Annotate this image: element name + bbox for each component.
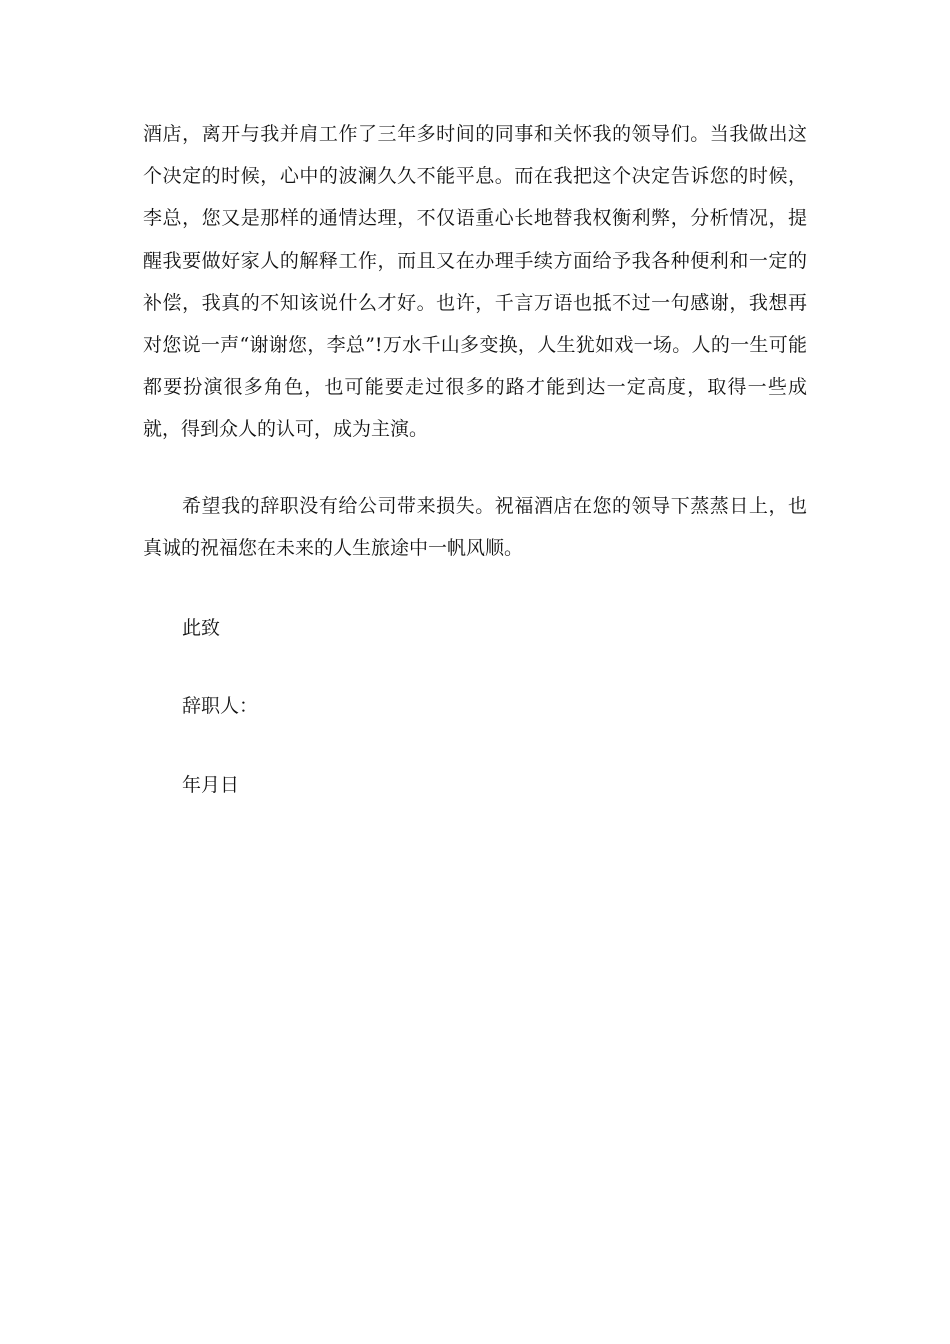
letter-paragraph-1: 酒店，离开与我并肩工作了三年多时间的同事和关怀我的领导们。当我做出这个决定的时候，心中的波澜久久不能平息。而在我把这个决定告诉您的时候，李总，您又是那样的通情达理，不仅语重心长地替我权衡利弊，分析情况，提醒我要做好家人的解释工作，而且又在办理手续方面给予我各种便利和一定的补偿，我真的不知该说什么才好。也许，千言万语也抵不过一句感谢，我想再对您说一声“谢谢您，李总”!万水千山多变换，人生犹如戏一场。人的一生可能都要扮演很多角色，也可能要走过很多的路才能到达一定高度，取得一些成就，得到众人的认可，成为主演。 — [143, 123, 807, 441]
date-label: 年月日 — [182, 774, 240, 796]
signer-label: 辞职人： — [182, 695, 259, 717]
letter-paragraph-2: 希望我的辞职没有给公司带来损失。祝福酒店在您的领导下蒸蒸日上，也真诚的祝福您在未来的人生旅途中一帆风顺。 — [143, 495, 807, 560]
letter-closing: 此致 — [182, 617, 221, 639]
